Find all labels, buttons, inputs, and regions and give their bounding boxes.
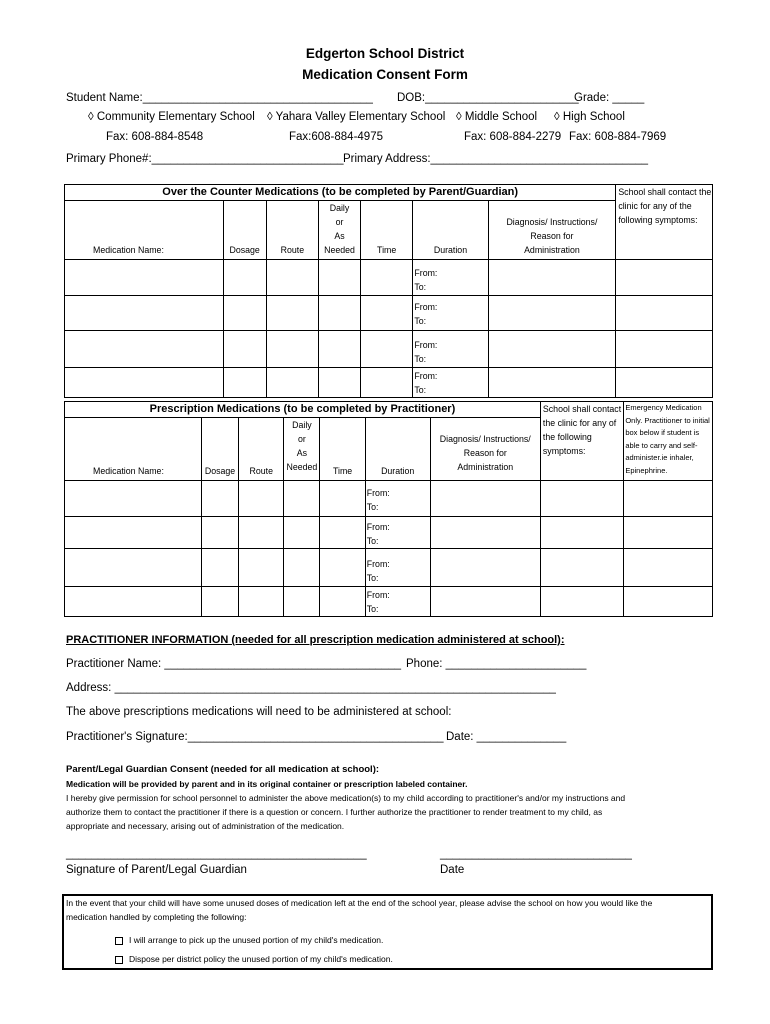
col-daily-as-needed (284, 418, 320, 481)
col-daily-line2: or (298, 434, 306, 444)
to-label: To: (366, 536, 379, 546)
otc-table-title: Over the Counter Medications (to be completed by Parent/Guardian) (65, 185, 616, 201)
cell-route[interactable] (239, 481, 284, 517)
cell-route[interactable] (266, 331, 319, 368)
cell-daily[interactable] (319, 331, 361, 368)
cell-time[interactable] (360, 368, 413, 398)
col-diagnosis-line1: Diagnosis/ Instructions/ (506, 217, 598, 227)
col-time: Time (320, 418, 365, 481)
cell-dosage[interactable] (202, 587, 239, 617)
dob-field[interactable]: DOB:________________________ (397, 92, 579, 104)
school-option-community[interactable]: ◊ Community Elementary School (88, 111, 255, 123)
consent-line-1: I hereby give permission for school personnel to administer the above medication(s) to my child according to practitioner's and/or my instructions and (66, 793, 626, 803)
cell-med-name[interactable] (65, 296, 224, 331)
col-duration: Duration (413, 201, 488, 260)
col-duration: Duration (365, 418, 430, 481)
guardian-consent-subheading: Medication will be provided by parent and in its original container or prescription labeled container. (66, 779, 468, 789)
district-title: Edgerton School District (305, 46, 465, 61)
col-time: Time (360, 201, 413, 260)
practitioner-address-field[interactable]: Address: _____________________________________________________________________ (66, 682, 556, 694)
col-medication-name: Medication Name: (65, 418, 202, 481)
cell-emergency-initial[interactable] (624, 587, 713, 617)
from-label: From: (414, 268, 438, 278)
cell-med-name[interactable] (65, 587, 202, 617)
unused-medication-box (62, 894, 713, 970)
cell-dosage[interactable] (223, 368, 266, 398)
guardian-date-line[interactable]: ______________________________ (440, 848, 632, 860)
col-diagnosis-line3: Administration (524, 245, 580, 255)
student-name-field[interactable]: Student Name:____________________________________ (66, 92, 373, 104)
cell-daily[interactable] (319, 260, 361, 296)
to-label: To: (414, 316, 427, 326)
to-label: To: (414, 385, 427, 395)
cell-diagnosis[interactable] (488, 296, 616, 331)
col-daily-as-needed (319, 201, 361, 260)
rx-medications-table (64, 401, 713, 617)
rx-table-title: Prescription Medications (to be completed by Practitioner) (65, 402, 541, 418)
col-daily-line1: Daily (292, 420, 312, 430)
cell-duration[interactable] (413, 368, 488, 398)
table-row (65, 549, 713, 587)
cell-symptoms[interactable] (616, 296, 713, 331)
unused-text-line-1: In the event that your child will have some unused doses of medication left at the end of the school year, please advise the school on how you would like the (66, 898, 653, 908)
cell-diagnosis[interactable] (430, 587, 540, 617)
school-option-middle[interactable]: ◊ Middle School (456, 111, 538, 123)
cell-dosage[interactable] (223, 260, 266, 296)
cell-diagnosis[interactable] (488, 260, 616, 296)
cell-symptoms[interactable] (540, 481, 623, 517)
cell-daily[interactable] (319, 296, 361, 331)
cell-time[interactable] (320, 517, 365, 549)
cell-daily[interactable] (319, 368, 361, 398)
col-diagnosis-line3: Administration (457, 462, 514, 472)
col-diagnosis (488, 201, 616, 260)
fax-community: Fax: 608-884-8548 (106, 131, 204, 143)
rx-symptoms-note: School shall contact the clinic for any of the following symptoms: (540, 402, 623, 481)
guardian-date-label: Date (440, 864, 465, 876)
cell-dosage[interactable] (202, 481, 239, 517)
cell-symptoms[interactable] (540, 587, 623, 617)
cell-time[interactable] (320, 549, 365, 587)
cell-route[interactable] (266, 296, 319, 331)
pickup-option-label: I will arrange to pick up the unused portion of my child's medication. (129, 935, 384, 945)
primary-phone-field[interactable]: Primary Phone#:______________________________ (66, 153, 344, 165)
guardian-signature-label: Signature of Parent/Legal Guardian (66, 864, 247, 876)
table-row (65, 517, 713, 549)
otc-medications-table (64, 184, 713, 398)
guardian-consent-heading: Parent/Legal Guardian Consent (needed for all medication at school): (66, 764, 380, 775)
practitioner-signature-field[interactable]: Practitioner's Signature:________________________________________ (66, 731, 444, 743)
consent-line-2: authorize them to contact the practitioner if there is a question or concern. I further authorize the practitioner to render treatment to my child, as (66, 807, 603, 817)
emergency-medication-note: Emergency Medication Only. Practitioner to initial box below if student is able to carry and self-administer.ie inhaler, Epinephrine. (624, 402, 713, 481)
administer-statement: The above prescriptions medications will need to be administered at school: (66, 706, 452, 718)
from-label: From: (414, 340, 438, 350)
cell-symptoms[interactable] (616, 331, 713, 368)
to-label: To: (366, 502, 379, 512)
from-label: From: (366, 488, 390, 498)
cell-emergency-initial[interactable] (624, 517, 713, 549)
to-label: To: (366, 604, 379, 614)
cell-time[interactable] (320, 587, 365, 617)
cell-dosage[interactable] (223, 331, 266, 368)
cell-symptoms[interactable] (616, 368, 713, 398)
cell-med-name[interactable] (65, 260, 224, 296)
col-diagnosis-line2: Reason for (530, 231, 574, 241)
cell-med-name[interactable] (65, 549, 202, 587)
practitioner-date-field[interactable]: Date: ______________ (446, 731, 567, 743)
cell-time[interactable] (360, 260, 413, 296)
cell-med-name[interactable] (65, 517, 202, 549)
table-row (65, 587, 713, 617)
col-dosage: Dosage (202, 418, 239, 481)
cell-time[interactable] (320, 481, 365, 517)
to-label: To: (414, 354, 427, 364)
cell-diagnosis[interactable] (488, 368, 616, 398)
pickup-option[interactable] (115, 935, 383, 945)
cell-diagnosis[interactable] (430, 517, 540, 549)
practitioner-name-field[interactable]: Practitioner Name: _____________________________________ (66, 658, 402, 670)
cell-daily[interactable] (284, 517, 320, 549)
cell-diagnosis[interactable] (488, 331, 616, 368)
col-medication-name: Medication Name: (65, 201, 224, 260)
grade-field[interactable]: Grade: _____ (574, 92, 645, 104)
col-diagnosis-line2: Reason for (463, 448, 507, 458)
primary-address-field[interactable]: Primary Address:__________________________________ (343, 153, 649, 165)
table-row (65, 260, 713, 296)
cell-route[interactable] (239, 549, 284, 587)
cell-duration[interactable] (365, 549, 430, 587)
cell-duration[interactable] (365, 481, 430, 517)
school-option-yahara[interactable]: ◊ Yahara Valley Elementary School (267, 111, 446, 123)
from-label: From: (366, 522, 390, 532)
guardian-signature-line[interactable]: _______________________________________________ (66, 848, 367, 860)
otc-symptoms-note: School shall contact the clinic for any of the following symptoms: (616, 185, 713, 260)
from-label: From: (366, 559, 390, 569)
dispose-option-label: Dispose per district policy the unused portion of my child's medication. (129, 954, 393, 964)
dispose-option[interactable] (115, 954, 393, 964)
cell-daily[interactable] (284, 587, 320, 617)
col-daily-line1: Daily (329, 203, 350, 213)
dispose-checkbox[interactable] (115, 956, 123, 964)
col-daily-line2: or (335, 217, 344, 227)
from-label: From: (366, 590, 390, 600)
cell-route[interactable] (266, 368, 319, 398)
to-label: To: (414, 282, 427, 292)
col-diagnosis (430, 418, 540, 481)
table-row (65, 296, 713, 331)
cell-route[interactable] (266, 260, 319, 296)
cell-duration[interactable] (365, 587, 430, 617)
col-route: Route (266, 201, 319, 260)
from-label: From: (414, 371, 438, 381)
cell-emergency-initial[interactable] (624, 549, 713, 587)
practitioner-info-heading: PRACTITIONER INFORMATION (needed for all prescription medication administered at school): (66, 634, 565, 646)
fax-middle: Fax: 608-884-2279 (464, 131, 562, 143)
cell-diagnosis[interactable] (430, 549, 540, 587)
col-daily-line3: As (334, 231, 345, 241)
cell-duration[interactable] (365, 517, 430, 549)
col-daily-line4: Needed (286, 462, 318, 472)
cell-daily[interactable] (284, 481, 320, 517)
unused-text-line-2: medication handled by completing the following: (66, 912, 247, 922)
cell-dosage[interactable] (202, 549, 239, 587)
fax-high: Fax: 608-884-7969 (569, 131, 667, 143)
cell-route[interactable] (239, 517, 284, 549)
cell-dosage[interactable] (202, 517, 239, 549)
form-title: Medication Consent Form (302, 67, 468, 82)
col-daily-line3: As (296, 448, 308, 458)
fax-yahara: Fax:608-884-4975 (289, 131, 383, 143)
cell-daily[interactable] (284, 549, 320, 587)
cell-med-name[interactable] (65, 331, 224, 368)
consent-line-3: appropriate and necessary, arising out of administration of the medication. (66, 821, 345, 831)
practitioner-phone-field[interactable]: Phone: ______________________ (406, 658, 587, 670)
col-route: Route (239, 418, 284, 481)
cell-time[interactable] (360, 331, 413, 368)
cell-med-name[interactable] (65, 481, 202, 517)
table-row (65, 331, 713, 368)
col-dosage: Dosage (223, 201, 266, 260)
pickup-checkbox[interactable] (115, 937, 123, 945)
to-label: To: (366, 573, 379, 583)
from-label: From: (414, 302, 438, 312)
cell-emergency-initial[interactable] (624, 481, 713, 517)
table-row (65, 481, 713, 517)
cell-duration[interactable] (413, 260, 488, 296)
cell-dosage[interactable] (223, 296, 266, 331)
cell-symptoms[interactable] (540, 517, 623, 549)
cell-symptoms[interactable] (540, 549, 623, 587)
cell-symptoms[interactable] (616, 260, 713, 296)
cell-diagnosis[interactable] (430, 481, 540, 517)
cell-med-name[interactable] (65, 368, 224, 398)
cell-route[interactable] (239, 587, 284, 617)
cell-time[interactable] (360, 296, 413, 331)
table-row (65, 368, 713, 398)
cell-duration[interactable] (413, 331, 488, 368)
cell-duration[interactable] (413, 296, 488, 331)
col-daily-line4: Needed (324, 245, 355, 255)
col-diagnosis-line1: Diagnosis/ Instructions/ (439, 434, 531, 444)
school-option-high[interactable]: ◊ High School (554, 111, 625, 123)
